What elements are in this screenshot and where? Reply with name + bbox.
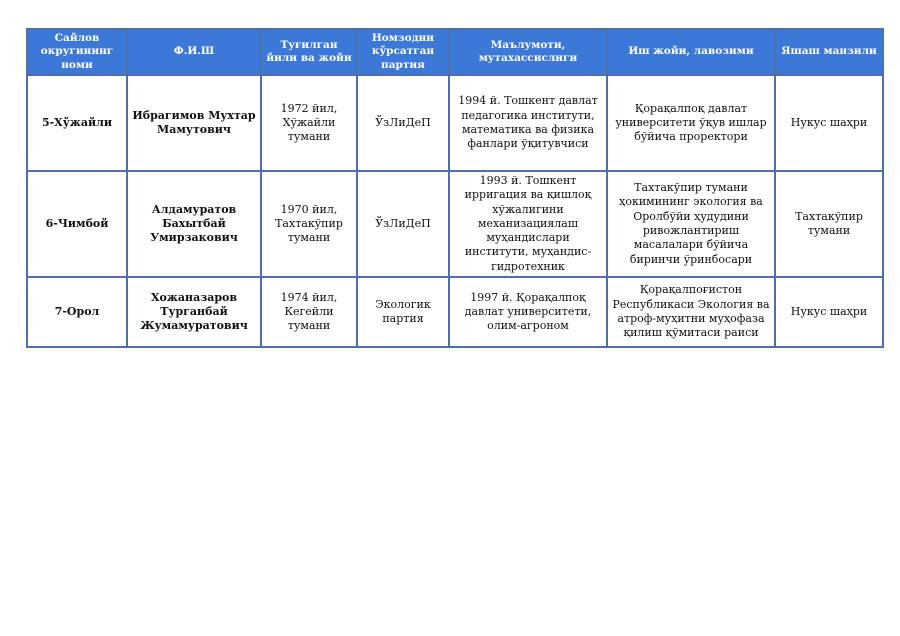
cell-education: 1993 й. Тошкент ирригация ва қишлоқ хўжалигини механизациялаш муҳандислари институти, муҳандис-гидротехник bbox=[449, 171, 607, 277]
cell-district: 5-Хўжайли bbox=[27, 75, 127, 171]
cell-job: Қорақалпоғистон Республикаси Экология ва атроф-муҳитни муҳофаза қилиш қўмитаси раиси bbox=[607, 277, 775, 347]
cell-party: ЎзЛиДеП bbox=[357, 75, 449, 171]
cell-address: Тахтакўпир тумани bbox=[775, 171, 883, 277]
cell-district: 7-Орол bbox=[27, 277, 127, 347]
candidates-table-container bbox=[26, 28, 882, 348]
cell-address: Нукус шаҳри bbox=[775, 75, 883, 171]
header-full-name: Ф.И.Ш bbox=[127, 29, 261, 75]
table-row bbox=[27, 75, 883, 171]
cell-full-name: Ибрагимов Мухтар Мамутович bbox=[127, 75, 261, 171]
cell-full-name: Хожаназаров Турганбай Жумамуратович bbox=[127, 277, 261, 347]
cell-education: 1994 й. Тошкент давлат педагогика институти, математика ва физика фанлари ўқитувчиси bbox=[449, 75, 607, 171]
table-row bbox=[27, 171, 883, 277]
cell-address: Нукус шаҳри bbox=[775, 277, 883, 347]
cell-party: ЎзЛиДеП bbox=[357, 171, 449, 277]
header-job: Иш жойи, лавозими bbox=[607, 29, 775, 75]
cell-birth: 1974 йил, Кегейли тумани bbox=[261, 277, 357, 347]
table-header-row bbox=[27, 29, 883, 75]
cell-full-name: Алдамуратов Бахытбай Умирзакович bbox=[127, 171, 261, 277]
cell-birth: 1970 йил, Тахтакўпир тумани bbox=[261, 171, 357, 277]
cell-job: Тахтакўпир тумани ҳокимининг экология ва Оролбўйи ҳудудини ривожлантириш масалалари бўйича биринчи ўринбосари bbox=[607, 171, 775, 277]
header-district: Сайлов округининг номи bbox=[27, 29, 127, 75]
cell-job: Қорақалпоқ давлат университети ўқув ишлар бўйича проректори bbox=[607, 75, 775, 171]
cell-birth: 1972 йил, Хўжайли тумани bbox=[261, 75, 357, 171]
header-party: Номзодни кўрсатган партия bbox=[357, 29, 449, 75]
candidates-table bbox=[26, 28, 884, 348]
cell-party: Экологик партия bbox=[357, 277, 449, 347]
table-row bbox=[27, 277, 883, 347]
cell-education: 1997 й. Қорақалпоқ давлат университети, олим-агроном bbox=[449, 277, 607, 347]
cell-district: 6-Чимбой bbox=[27, 171, 127, 277]
header-address: Яшаш манзили bbox=[775, 29, 883, 75]
header-education: Маълумоти, мутахассислиги bbox=[449, 29, 607, 75]
header-birth: Туғилган йили ва жойи bbox=[261, 29, 357, 75]
